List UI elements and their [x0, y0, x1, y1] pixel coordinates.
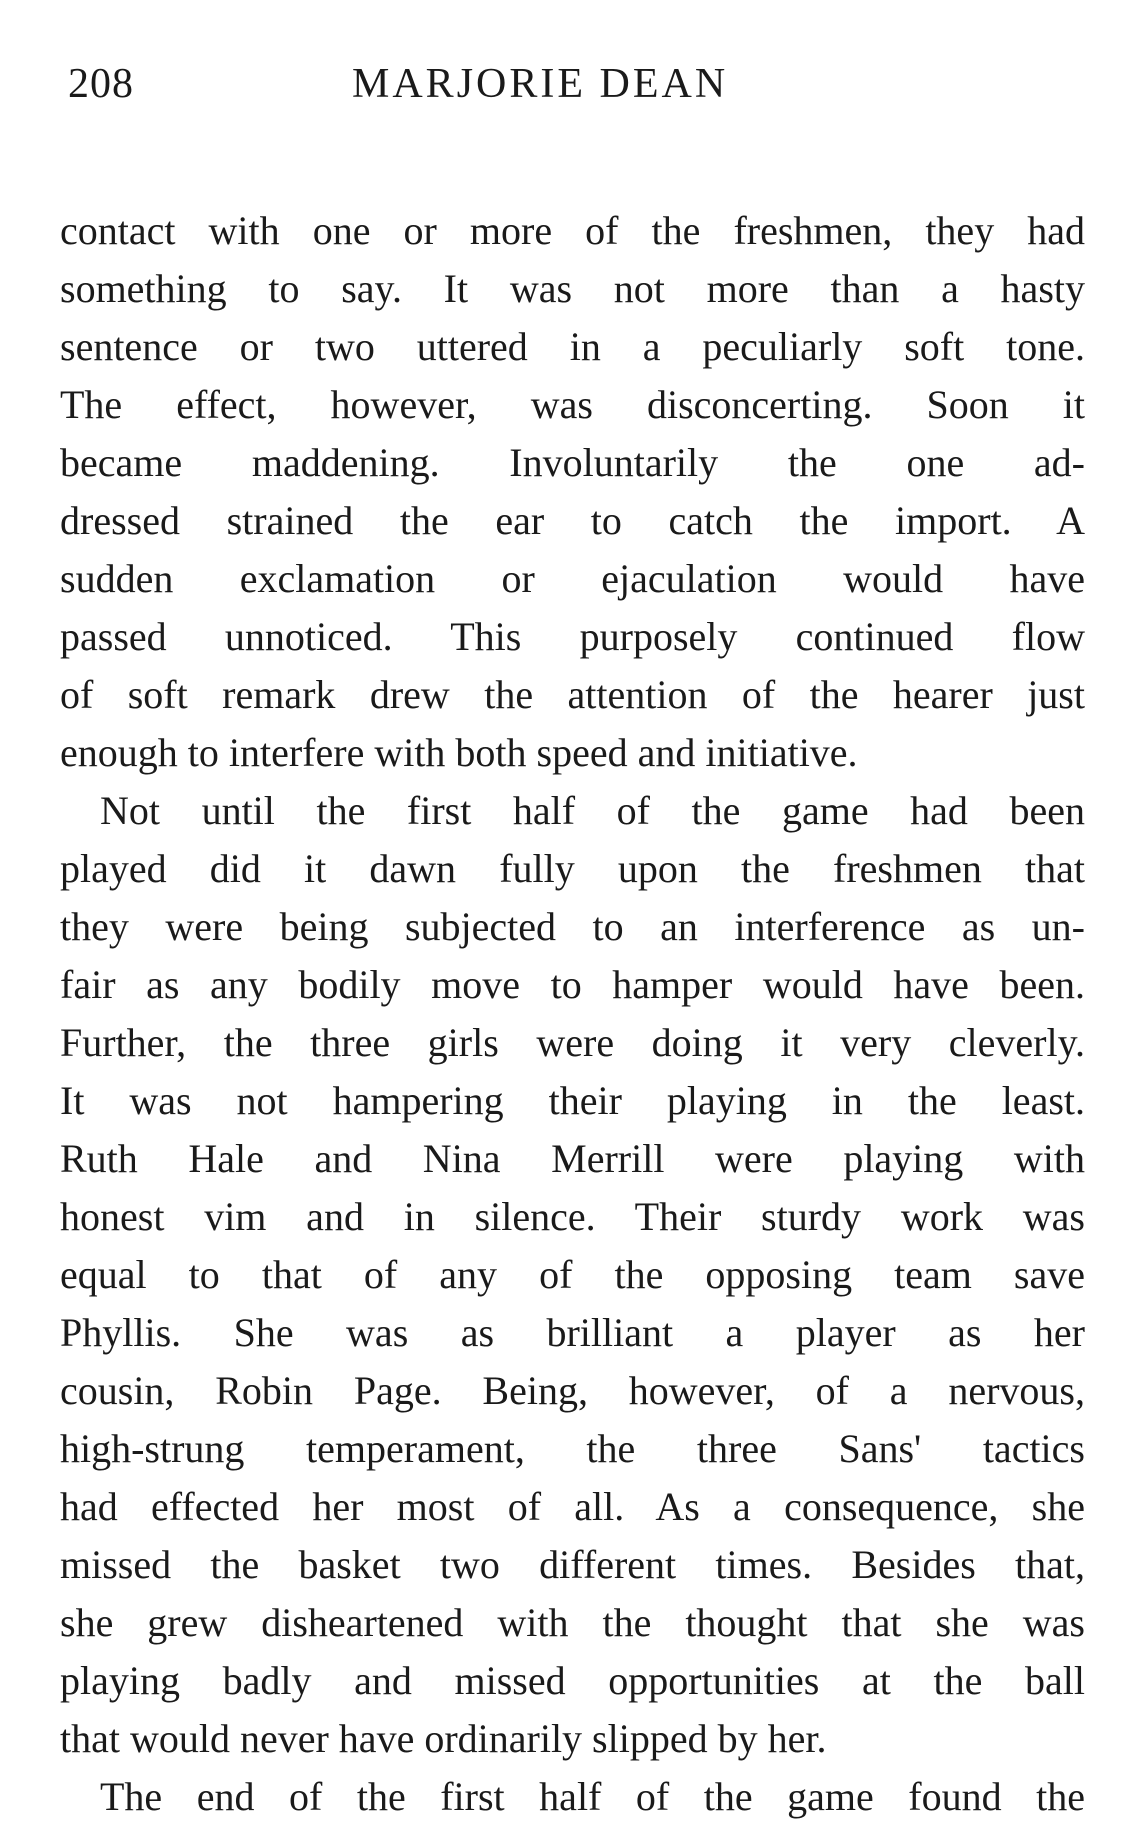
body-text — [60, 202, 1085, 1826]
text-line: of soft remark drew the attention of the hearer just — [60, 672, 1085, 717]
text-line: that would never have ordinarily slipped by her. — [60, 1716, 827, 1761]
running-head — [60, 50, 1085, 120]
text-line: sudden exclamation or ejaculation would have — [60, 556, 1085, 601]
text-line: had effected her most of all. As a consequence, she — [60, 1484, 1085, 1529]
text-line: became maddening. Involuntarily the one ad- — [60, 440, 1085, 485]
text-line: Phyllis. She was as brilliant a player as her — [60, 1310, 1085, 1355]
text-line: Not until the first half of the game had been — [100, 788, 1085, 833]
text-line: something to say. It was not more than a hasty — [60, 266, 1085, 311]
text-line: honest vim and in silence. Their sturdy work was — [60, 1194, 1085, 1239]
text-line: playing badly and missed opportunities at the ball — [60, 1658, 1085, 1703]
text-line: dressed strained the ear to catch the import. A — [60, 498, 1085, 543]
text-line: enough to interfere with both speed and initiative. — [60, 730, 858, 775]
text-line: Ruth Hale and Nina Merrill were playing with — [60, 1136, 1085, 1181]
text-line: It was not hampering their playing in the least. — [60, 1078, 1085, 1123]
text-line: cousin, Robin Page. Being, however, of a nervous, — [60, 1368, 1085, 1413]
text-line: contact with one or more of the freshmen, they had — [60, 208, 1085, 253]
text-line: The end of the first half of the game found the — [100, 1774, 1085, 1819]
text-line: she grew disheartened with the thought that she was — [60, 1600, 1085, 1645]
page-number: 208 — [68, 61, 134, 107]
text-line: Further, the three girls were doing it very cleverly. — [60, 1020, 1085, 1065]
text-line: passed unnoticed. This purposely continued flow — [60, 614, 1085, 659]
text-line: sentence or two uttered in a peculiarly soft tone. — [60, 324, 1085, 369]
text-line: high-strung temperament, the three Sans' tactics — [60, 1426, 1085, 1471]
running-title: MARJORIE DEAN — [352, 61, 729, 107]
book-page — [60, 50, 1085, 1826]
text-line: played did it dawn fully upon the freshmen that — [60, 846, 1085, 891]
text-line: missed the basket two different times. Besides that, — [60, 1542, 1085, 1587]
text-line: equal to that of any of the opposing team save — [60, 1252, 1085, 1297]
paragraph-3 — [60, 1768, 1085, 1826]
text-line: fair as any bodily move to hamper would have been. — [60, 962, 1085, 1007]
text-line: The effect, however, was disconcerting. Soon it — [60, 382, 1085, 427]
text-line: they were being subjected to an interference as un- — [60, 904, 1085, 949]
paragraph-1 — [60, 202, 1085, 782]
paragraph-2 — [60, 782, 1085, 1768]
